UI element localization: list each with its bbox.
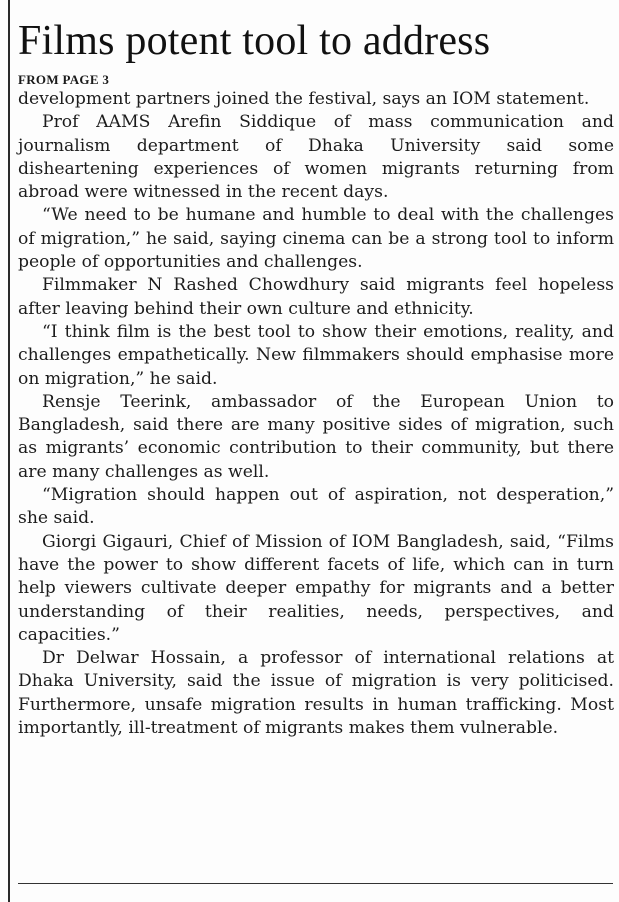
paragraph: “Migration should happen out of aspiration, not desperation,” she said. xyxy=(18,485,614,529)
paragraph: Dr Delwar Hossain, a professor of international relations at Dhaka University, said the issue of migration is very politicised. Furthermore, unsafe migration results in human trafficking. Most importantly, ill-treatment of migrants makes them vulnerable. xyxy=(18,648,614,739)
paragraph: Giorgi Gigauri, Chief of Mission of IOM Bangladesh, said, “Films have the power to show different facets of life, which can in turn help viewers cultivate deeper empathy for migrants and a better understanding of their realities, needs, perspectives, and capacities.” xyxy=(18,531,614,645)
paragraph: Rensje Teerink, ambassador of the European Union to Bangladesh, said there are many positive sides of migration, such as migrants’ economic contribution to their community, but there are many challenges as well. xyxy=(18,391,614,482)
paragraph: “I think film is the best tool to show their emotions, reality, and challenges empathetically. New filmmakers should emphasise more on migration,” he said. xyxy=(18,321,614,389)
article-body xyxy=(18,88,614,740)
paragraph: Filmmaker N Rashed Chowdhury said migrants feel hopeless after leaving behind their own culture and ethnicity. xyxy=(18,275,614,319)
article-column xyxy=(18,0,614,740)
column-rule-bottom xyxy=(18,883,613,884)
paragraph: “We need to be humane and humble to deal with the challenges of migration,” he said, saying cinema can be a strong tool to inform people of opportunities and challenges. xyxy=(18,205,614,273)
article-headline: Films potent tool to address xyxy=(18,18,491,64)
column-rule-left xyxy=(8,0,10,902)
paragraph: Prof AAMS Arefin Siddique of mass communication and journalism department of Dhaka University said some disheartening experiences of women migrants returning from abroad were witnessed in the recent days. xyxy=(18,112,614,203)
paragraph-continuation: development partners joined the festival, says an IOM statement. xyxy=(18,89,590,109)
jump-line: FROM PAGE 3 xyxy=(18,72,110,87)
